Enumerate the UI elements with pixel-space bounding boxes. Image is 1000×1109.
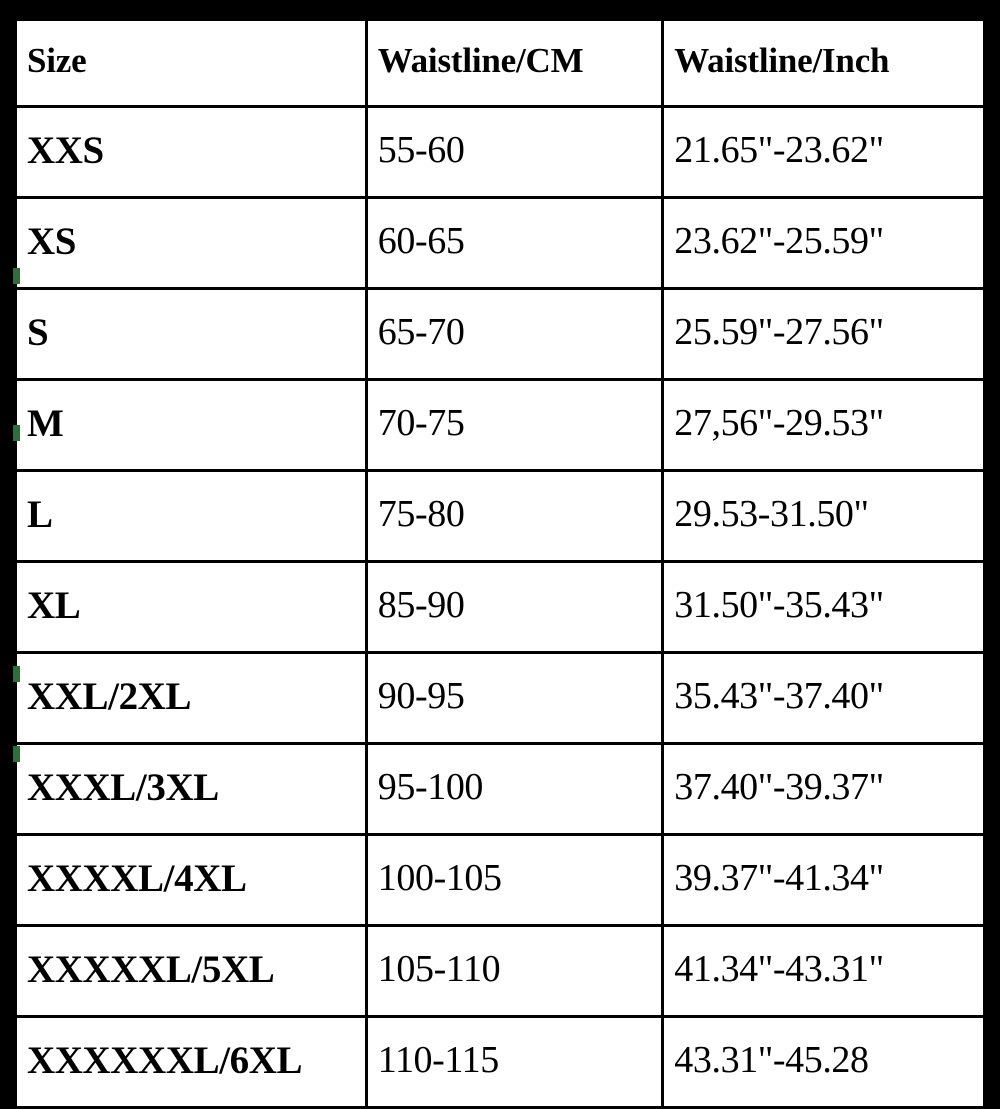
table-row xyxy=(16,653,985,744)
table-body xyxy=(16,107,985,1108)
table-row xyxy=(16,1017,985,1108)
table-row xyxy=(16,744,985,835)
cell-waistline-inch: 31.50"-35.43" xyxy=(663,562,985,653)
table-row xyxy=(16,198,985,289)
cell-size: XXL/2XL xyxy=(16,653,367,744)
edge-artifact-mark xyxy=(13,425,20,441)
table-header-row xyxy=(16,20,985,107)
size-chart-table xyxy=(14,18,986,1109)
cell-size: XXXXL/4XL xyxy=(16,835,367,926)
column-header-size: Size xyxy=(16,20,367,107)
table-row xyxy=(16,471,985,562)
cell-waistline-cm: 105-110 xyxy=(366,926,663,1017)
cell-waistline-cm: 65-70 xyxy=(366,289,663,380)
cell-waistline-cm: 60-65 xyxy=(366,198,663,289)
cell-waistline-cm: 55-60 xyxy=(366,107,663,198)
cell-size: XL xyxy=(16,562,367,653)
cell-waistline-inch: 35.43"-37.40" xyxy=(663,653,985,744)
cell-waistline-cm: 95-100 xyxy=(366,744,663,835)
cell-size: XXXXXXL/6XL xyxy=(16,1017,367,1108)
cell-waistline-cm: 85-90 xyxy=(366,562,663,653)
size-chart-container xyxy=(14,18,986,1082)
column-header-waistline-cm: Waistline/CM xyxy=(366,20,663,107)
table-row xyxy=(16,380,985,471)
cell-size: L xyxy=(16,471,367,562)
cell-size: XXXL/3XL xyxy=(16,744,367,835)
cell-size: XS xyxy=(16,198,367,289)
edge-artifact-mark xyxy=(13,268,20,284)
table-row xyxy=(16,835,985,926)
table-row xyxy=(16,562,985,653)
cell-waistline-cm: 100-105 xyxy=(366,835,663,926)
table-header xyxy=(16,20,985,107)
cell-size: XXXXXL/5XL xyxy=(16,926,367,1017)
cell-waistline-inch: 23.62"-25.59" xyxy=(663,198,985,289)
cell-waistline-inch: 29.53-31.50" xyxy=(663,471,985,562)
cell-waistline-cm: 110-115 xyxy=(366,1017,663,1108)
column-header-waistline-inch: Waistline/Inch xyxy=(663,20,985,107)
cell-waistline-inch: 43.31"-45.28 xyxy=(663,1017,985,1108)
cell-waistline-cm: 75-80 xyxy=(366,471,663,562)
edge-artifact-mark xyxy=(13,666,20,682)
cell-waistline-inch: 21.65"-23.62" xyxy=(663,107,985,198)
cell-waistline-inch: 37.40"-39.37" xyxy=(663,744,985,835)
cell-waistline-cm: 70-75 xyxy=(366,380,663,471)
cell-size: XXS xyxy=(16,107,367,198)
cell-waistline-inch: 41.34"-43.31" xyxy=(663,926,985,1017)
cell-waistline-cm: 90-95 xyxy=(366,653,663,744)
table-row xyxy=(16,926,985,1017)
cell-waistline-inch: 39.37"-41.34" xyxy=(663,835,985,926)
cell-waistline-inch: 27,56"-29.53" xyxy=(663,380,985,471)
table-row xyxy=(16,289,985,380)
edge-artifact-mark xyxy=(13,746,20,762)
table-row xyxy=(16,107,985,198)
cell-waistline-inch: 25.59"-27.56" xyxy=(663,289,985,380)
cell-size: S xyxy=(16,289,367,380)
cell-size: M xyxy=(16,380,367,471)
